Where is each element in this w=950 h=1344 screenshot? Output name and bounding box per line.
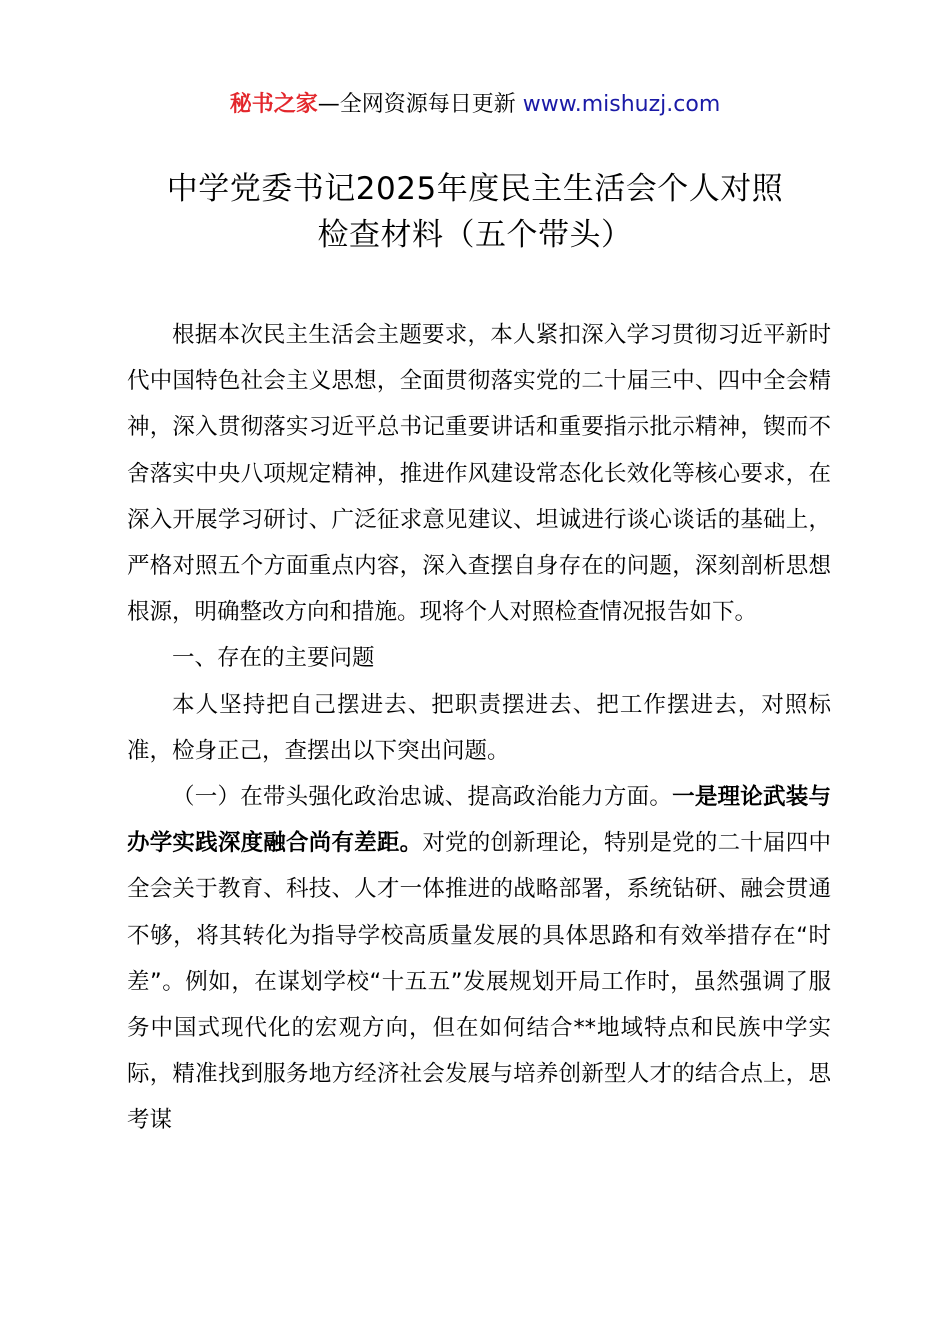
site-tagline: —全网资源每日更新 <box>317 92 523 117</box>
subsection-1-heading: （一）在带头强化政治忠诚、提高政治能力方面。 <box>172 784 673 811</box>
subsection-1-paragraph <box>127 774 831 1144</box>
title-line-1: 中学党委书记2025年度民主生活会个人对照 <box>166 171 784 207</box>
section-heading-1: 一、存在的主要问题 <box>172 645 375 672</box>
title-line-2: 检查材料（五个带头） <box>317 217 633 253</box>
site-url: www.mishuzj.com <box>522 92 721 117</box>
document-title <box>100 166 850 258</box>
document-body <box>127 312 831 1144</box>
point-1-text: 对党的创新理论，特别是党的二十届四中全会关于教育、科技、人才一体推进的战略部署，系统钻研、融会贯通不够，将其转化为指导学校高质量发展的具体思路和有效举措存在“时差”。例如，在谋划学校“十五五”发展规划开局工作时，虽然强调了服务中国式现代化的宏观方向，但在如何结合**地域特点和民族中学实际，精准找到服务地方经济社会发展与培养创新型人才的结合点上，思考谋 <box>127 830 831 1134</box>
site-header <box>0 88 950 122</box>
problems-intro-paragraph: 本人坚持把自己摆进去、把职责摆进去、把工作摆进去，对照标准，检身正己，查摆出以下突出问题。 <box>127 691 831 764</box>
intro-paragraph: 根据本次民主生活会主题要求，本人紧扣深入学习贯彻习近平新时代中国特色社会主义思想，全面贯彻落实党的二十届三中、四中全会精神，深入贯彻落实习近平总书记重要讲话和重要指示批示精神，锲而不舍落实中央八项规定精神，推进作风建设常态化长效化等核心要求，在深入开展学习研讨、广泛征求意见建议、坦诚进行谈心谈话的基础上，严格对照五个方面重点内容，深入查摆自身存在的问题，深刻剖析思想根源，明确整改方向和措施。现将个人对照检查情况报告如下。 <box>127 322 831 626</box>
point-1-bold: 一是理论武装与办学实践深度融合尚有差距。 <box>127 784 831 857</box>
site-brand: 秘书之家 <box>229 92 318 117</box>
